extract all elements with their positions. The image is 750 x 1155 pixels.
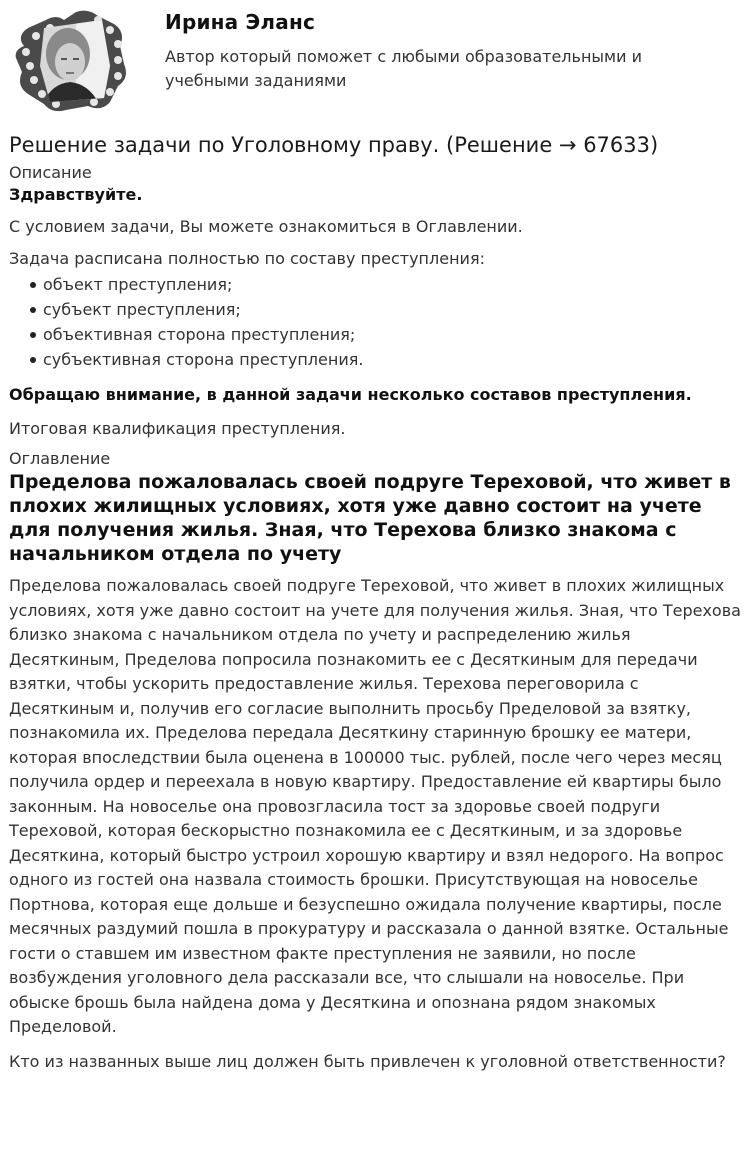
toc-label: Оглавление [9, 449, 111, 468]
final-qualification: Итоговая квалификация преступления. [9, 419, 346, 438]
description-label: Описание [9, 163, 92, 182]
article-content [9, 130, 741, 1074]
list-item: субъект преступления; [33, 297, 741, 322]
greeting: Здравствуйте. [9, 185, 143, 204]
task-text: Пределова пожаловалась своей подруге Тереховой, что живет в плохих жилищных условиях, хотя уже давно состоит на учете для получения жилья. Зная, что Терехова близко знакома с начальником отдела по учету и распределению жилья Десяткиным, Пределова попросила познакомить ее с Десяткиным для передачи взятки, чтобы ускорить предоставление жилья. Терехова переговорила с Десяткиным и, получив его согласие выполнить просьбу Пределовой за взятку, познакомила их. Пределова передала Десяткину старинную брошку ее матери, которая впоследствии была оценена в 100000 тыс. рублей, после чего через месяц получила ордер и переехала в новую квартиру. Предоставление ей квартиры было законным. На новоселье она провозгласила тост за здоровье своей подруги Тереховой, которая бескорыстно познакомила ее с Десяткиным, и за здоровье Десяткина, который быстро устроил хорошую квартиру и взял недорого. На вопрос одного из гостей она назвала стоимость брошки. Присутствующая на новоселье Портнова, которая еще дольше и безуспешно ожидала получение квартиры, после месячных раздумий пошла в прокуратуру и рассказала о данной взятке. Остальные гости о ставшем им известном факте преступления не заявили, но после возбуждения уголовного дела рассказали все, что слышали на новоселье. При обыске брошь была найдена дома у Десяткина и опознана рядом знакомых Пределовой. [9, 576, 741, 1036]
author-avatar [6, 6, 134, 112]
toc-heading: Пределова пожаловалась своей подруге Тереховой, что живет в плохих жилищных условиях, хотя уже давно состоит на учете для получения жилья. Зная, что Терехова близко знакома с начальником отдела по учету [9, 471, 731, 565]
page-title: Решение задачи по Уголовному праву. (Решение → 67633) [9, 133, 659, 157]
intro-paragraph: С условием задачи, Вы можете ознакомиться в Оглавлении. [9, 217, 523, 236]
crime-elements-list [9, 272, 741, 372]
list-item: объект преступления; [33, 272, 741, 297]
list-intro: Задача расписана полностью по составу преступления: [9, 249, 485, 268]
avatar-image-icon [6, 6, 134, 112]
task-question: Кто из названных выше лиц должен быть привлечен к уголовной ответственности? [9, 1051, 726, 1071]
notice: Обращаю внимание, в данной задачи несколько составов преступления. [9, 385, 692, 404]
author-description: Автор который поможет с любыми образовательными и учебными заданиями [165, 47, 642, 90]
author-name[interactable]: Ирина Эланс [165, 10, 316, 34]
author-card [0, 0, 750, 125]
list-item: объективная сторона преступления; [33, 322, 741, 347]
list-item: субъективная сторона преступления. [33, 347, 741, 372]
